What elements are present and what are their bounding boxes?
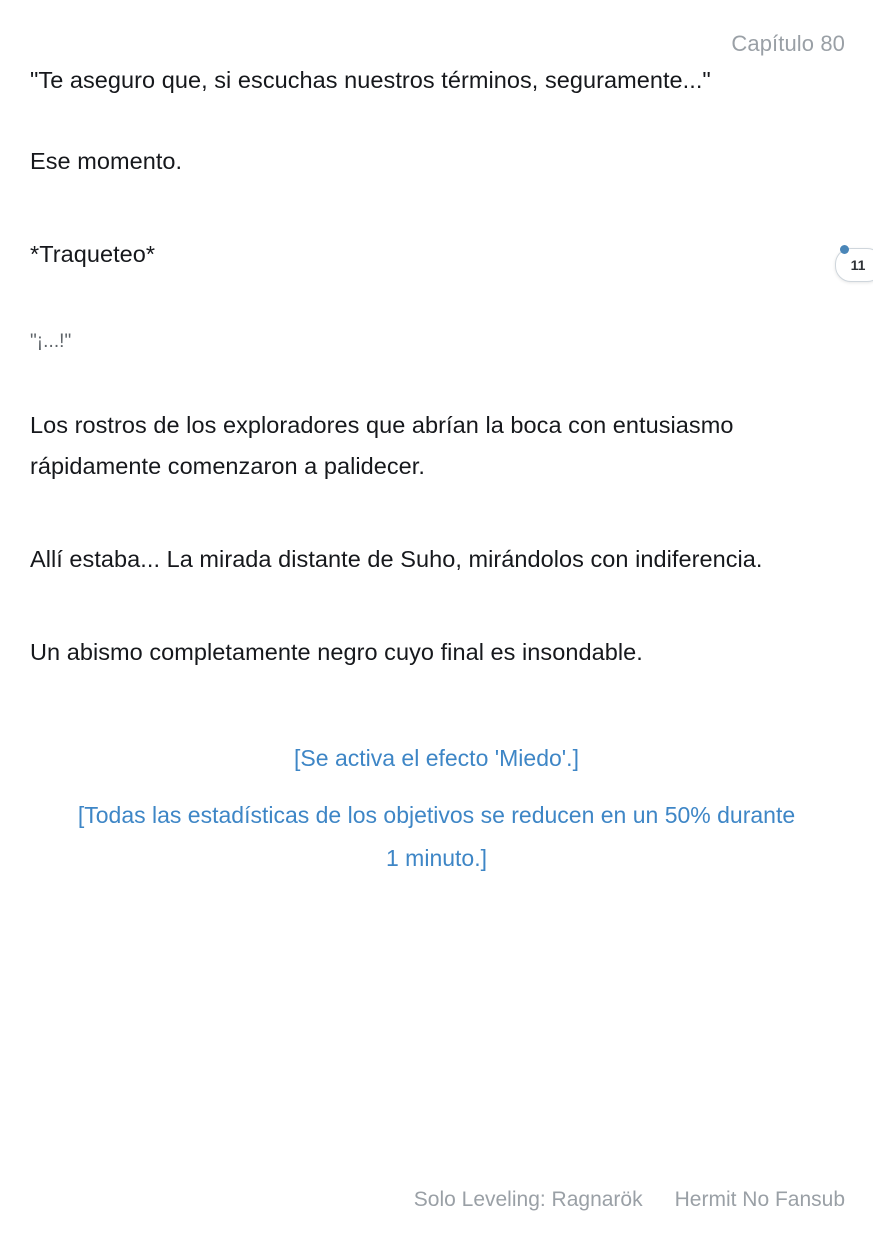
footer-fansub-name: Hermit No Fansub xyxy=(674,1188,845,1211)
paragraph: *Traqueteo* xyxy=(30,241,156,267)
system-message-block xyxy=(30,737,843,880)
comment-dot-icon xyxy=(840,245,849,254)
system-message-line: [Se activa el efecto 'Miedo'.] xyxy=(294,745,579,771)
comment-count-badge[interactable] xyxy=(835,248,873,282)
paragraph: Ese momento. xyxy=(30,148,183,174)
paragraph: Allí estaba... La mirada distante de Suho, mirándolos con indiferencia. xyxy=(30,546,763,572)
page-footer xyxy=(0,1188,873,1212)
paragraph: Un abismo completamente negro cuyo final es insondable. xyxy=(30,639,643,665)
paragraph: "¡...!" xyxy=(30,331,72,352)
paragraph: Los rostros de los exploradores que abrían la boca con entusiasmo rápidamente comenzaron a palidecer. xyxy=(30,412,734,479)
paragraph: "Te aseguro que, si escuchas nuestros términos, seguramente..." xyxy=(30,67,711,93)
comment-count-label: 11 xyxy=(850,257,866,273)
chapter-label: Capítulo 80 xyxy=(731,31,845,56)
system-message-line: [Todas las estadísticas de los objetivos se reducen en un 50% durante 1 minuto.] xyxy=(77,802,796,871)
chapter-content xyxy=(30,60,843,894)
footer-series-title: Solo Leveling: Ragnarök xyxy=(413,1188,643,1211)
